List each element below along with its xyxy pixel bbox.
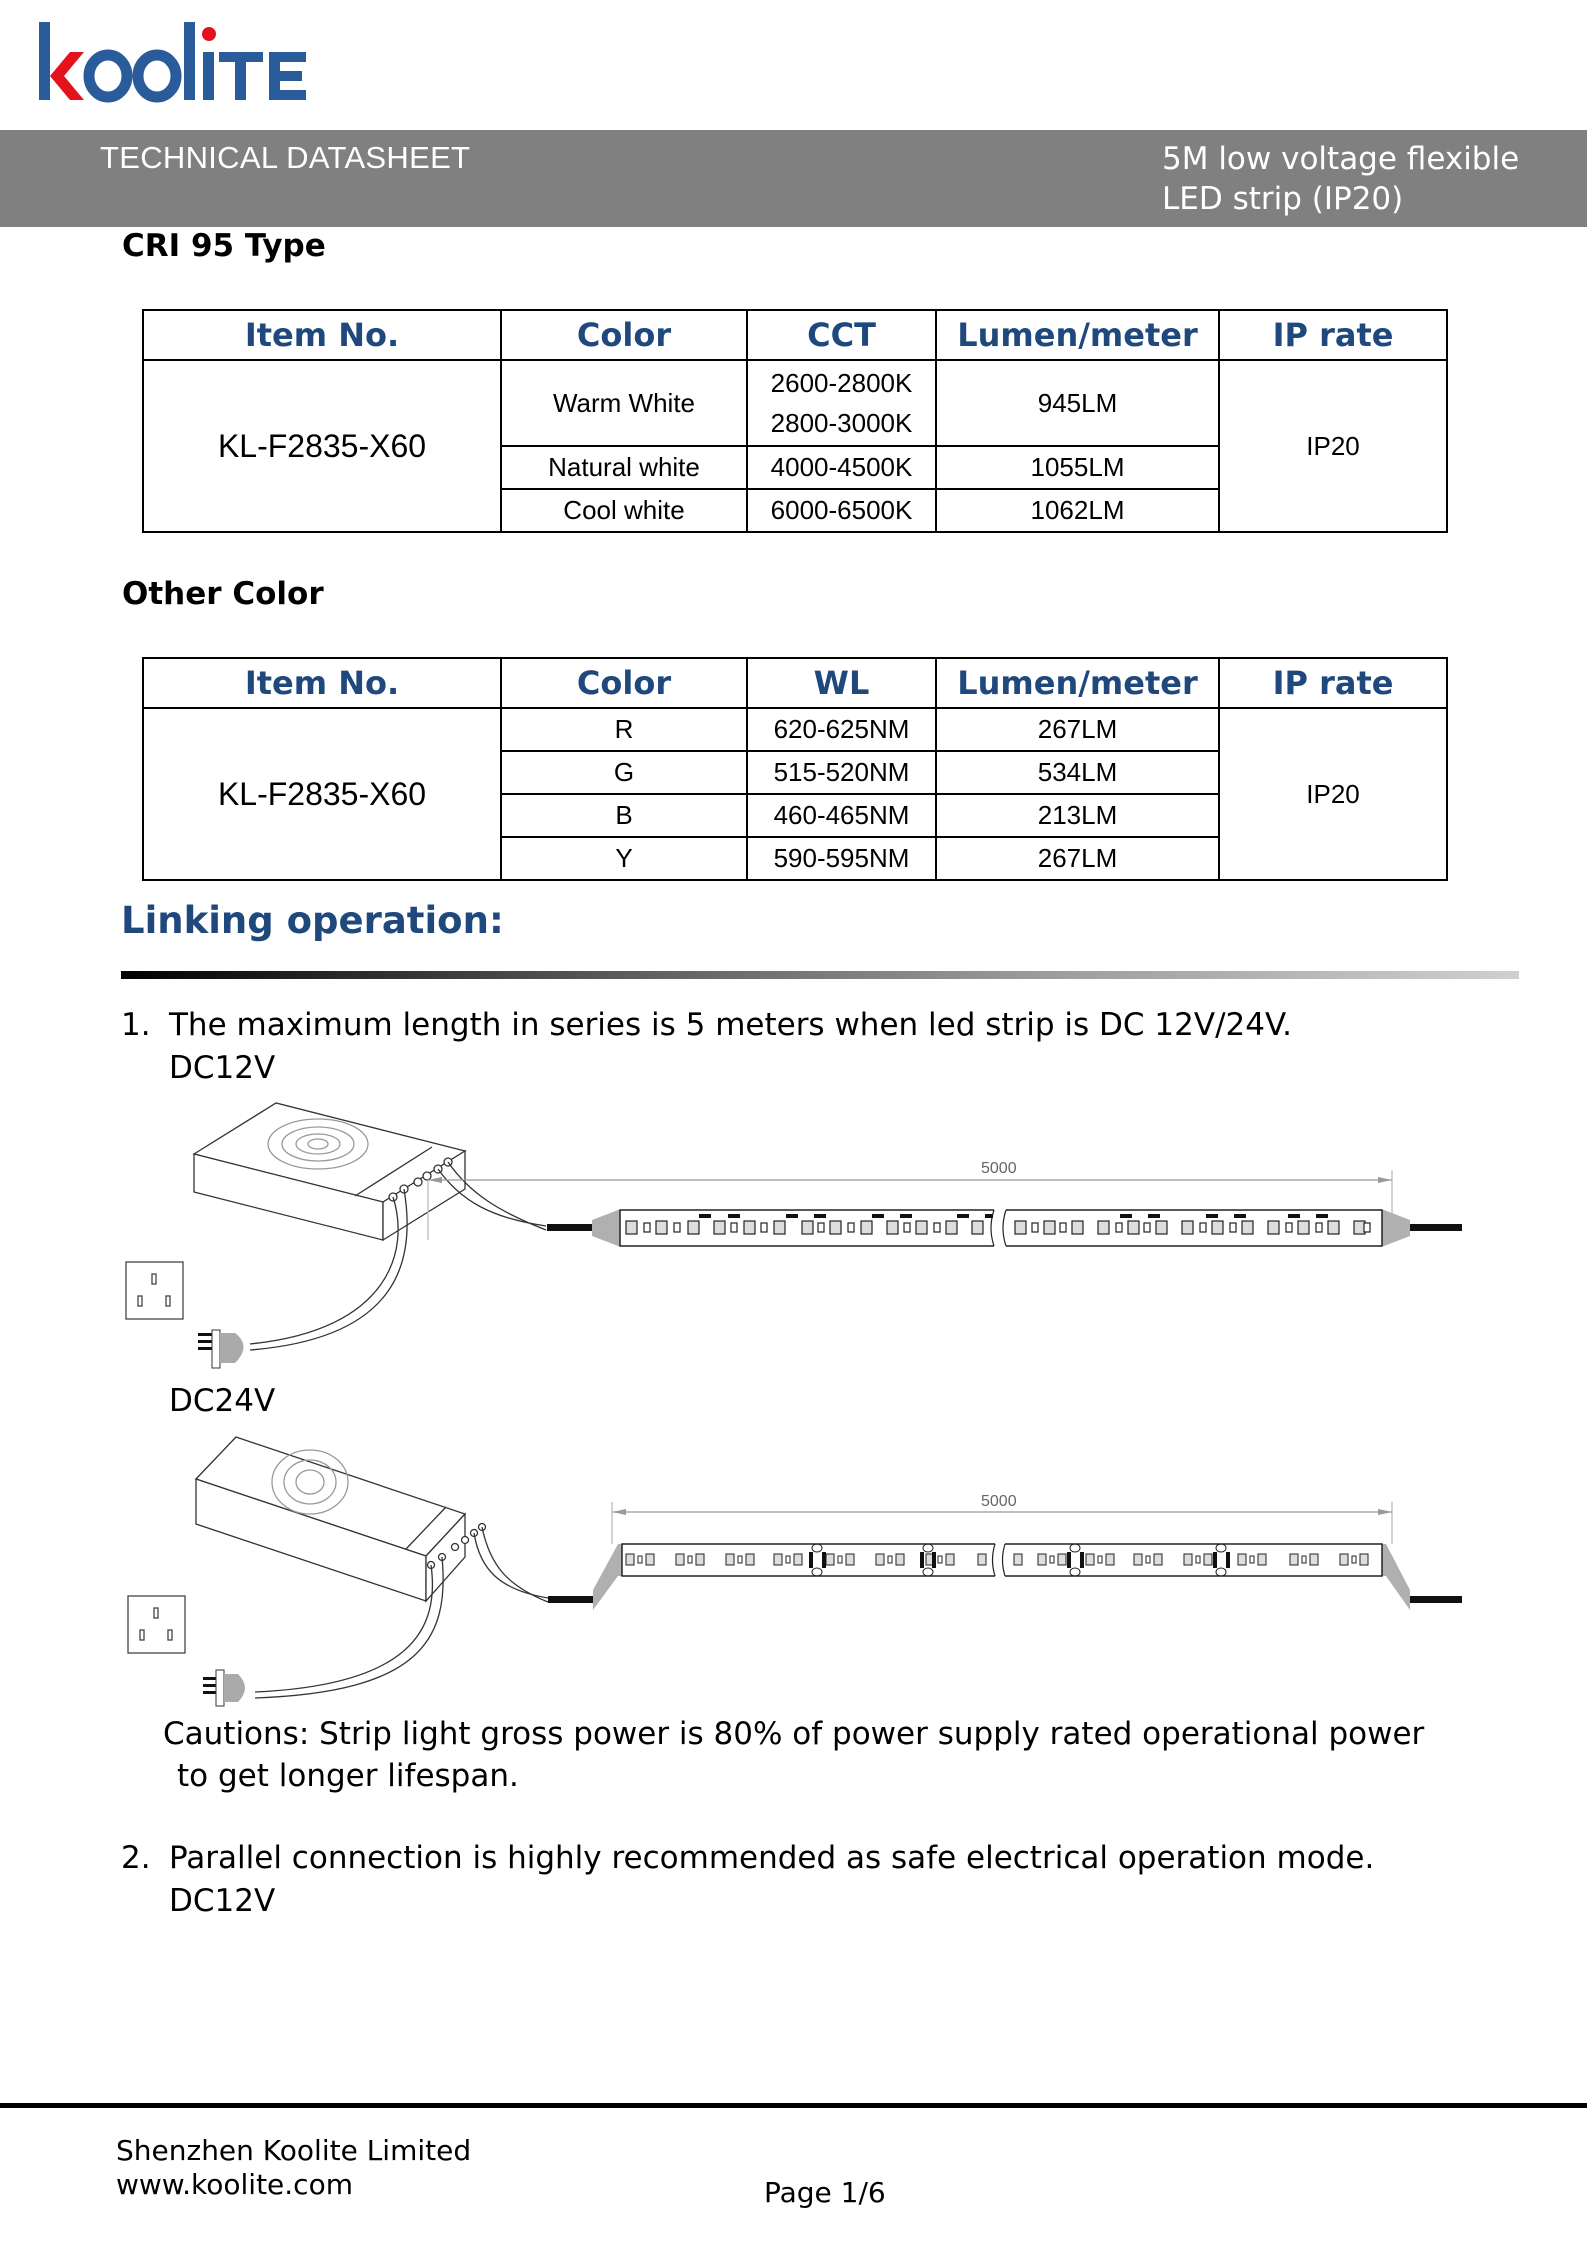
dc12v-series-wiring-diagram	[110, 1090, 1490, 1380]
lumen-cell: 1062LM	[936, 489, 1219, 532]
color-cell: B	[501, 794, 747, 837]
table-row	[143, 360, 1447, 446]
koolite-logo-icon	[36, 20, 336, 106]
product-title-line2: LED strip (IP20)	[1162, 181, 1404, 217]
led-strip-icon	[593, 1502, 1462, 1610]
output-cable	[547, 1224, 592, 1231]
dc24v-dimension-label: 5000	[981, 1493, 1017, 1510]
color-cell: Natural white	[501, 446, 747, 489]
list-number: 2.	[121, 1840, 151, 1876]
lumen-cell: 213LM	[936, 794, 1219, 837]
col-header-wl: WL	[747, 658, 936, 708]
linking-item-1-text: The maximum length in series is 5 meters when led strip is DC 12V/24V.	[169, 1007, 1293, 1043]
wl-cell: 515-520NM	[747, 751, 936, 794]
parallel-dc12v-label: DC12V	[169, 1883, 276, 1919]
col-header-item-no: Item No.	[143, 658, 501, 708]
caution-line-1: Cautions: Strip light gross power is 80% of power supply rated operational power	[163, 1716, 1425, 1752]
lumen-cell: 267LM	[936, 708, 1219, 751]
power-supply-icon	[196, 1437, 548, 1698]
gradient-divider	[121, 971, 1519, 979]
color-cell: Y	[501, 837, 747, 880]
footer-company: Shenzhen Koolite Limited	[116, 2134, 472, 2167]
lumen-cell: 267LM	[936, 837, 1219, 880]
col-header-color: Color	[501, 310, 747, 360]
ip-rate-cell: IP20	[1219, 708, 1447, 880]
color-cell: G	[501, 751, 747, 794]
col-header-lumen: Lumen/meter	[936, 658, 1219, 708]
other-color-spec-table	[142, 657, 1448, 881]
output-cable	[548, 1596, 593, 1603]
color-cell: Cool white	[501, 489, 747, 532]
wall-socket-icon	[128, 1596, 185, 1653]
led-strip-icon	[428, 1170, 1462, 1250]
table-row	[143, 708, 1447, 751]
koolite-logo	[36, 20, 336, 106]
col-header-item-no: Item No.	[143, 310, 501, 360]
page-number: Page 1/6	[764, 2176, 886, 2209]
power-supply-icon	[194, 1103, 546, 1350]
linking-item-2-text: Parallel connection is highly recommended as safe electrical operation mode.	[169, 1840, 1375, 1876]
product-title	[1162, 139, 1519, 219]
col-header-lumen: Lumen/meter	[936, 310, 1219, 360]
col-header-ip-rate: IP rate	[1219, 310, 1447, 360]
linking-item-1	[121, 1007, 1292, 1043]
dc12v-label: DC12V	[169, 1050, 276, 1086]
cct-cell: 4000-4500K	[747, 446, 936, 489]
mains-plug-icon	[198, 1330, 244, 1368]
linking-operation-heading: Linking operation:	[121, 899, 504, 942]
table-header-row	[143, 310, 1447, 360]
item-no-cell: KL-F2835-X60	[143, 708, 501, 880]
cct-cell	[747, 360, 936, 446]
color-cell: R	[501, 708, 747, 751]
dc12v-dimension-label: 5000	[981, 1160, 1017, 1177]
col-header-cct: CCT	[747, 310, 936, 360]
datasheet-title: TECHNICAL DATASHEET	[100, 140, 471, 175]
dc24v-label: DC24V	[169, 1383, 276, 1419]
cri-spec-table	[142, 309, 1448, 533]
mains-plug-icon	[203, 1670, 245, 1706]
cct-value: 2600-2800K	[770, 368, 913, 398]
cri-section-title: CRI 95 Type	[122, 228, 326, 264]
wl-cell: 620-625NM	[747, 708, 936, 751]
wall-socket-icon	[126, 1262, 183, 1319]
ip-rate-cell: IP20	[1219, 360, 1447, 532]
dc24v-series-wiring-diagram	[110, 1430, 1490, 1710]
footer-divider	[0, 2103, 1587, 2108]
lumen-cell: 1055LM	[936, 446, 1219, 489]
col-header-color: Color	[501, 658, 747, 708]
wl-cell: 590-595NM	[747, 837, 936, 880]
cct-value: 2800-3000K	[770, 408, 913, 438]
cct-cell: 6000-6500K	[747, 489, 936, 532]
product-title-line1: 5M low voltage flexible	[1162, 141, 1520, 177]
footer-website-link[interactable]: www.koolite.com	[116, 2168, 353, 2201]
other-color-section-title: Other Color	[122, 576, 324, 612]
table-header-row	[143, 658, 1447, 708]
caution-line-2: to get longer lifespan.	[177, 1758, 519, 1794]
item-no-cell: KL-F2835-X60	[143, 360, 501, 532]
wl-cell: 460-465NM	[747, 794, 936, 837]
col-header-ip-rate: IP rate	[1219, 658, 1447, 708]
lumen-cell: 534LM	[936, 751, 1219, 794]
lumen-cell: 945LM	[936, 360, 1219, 446]
list-number: 1.	[121, 1007, 151, 1043]
linking-item-2	[121, 1840, 1374, 1876]
color-cell: Warm White	[501, 360, 747, 446]
